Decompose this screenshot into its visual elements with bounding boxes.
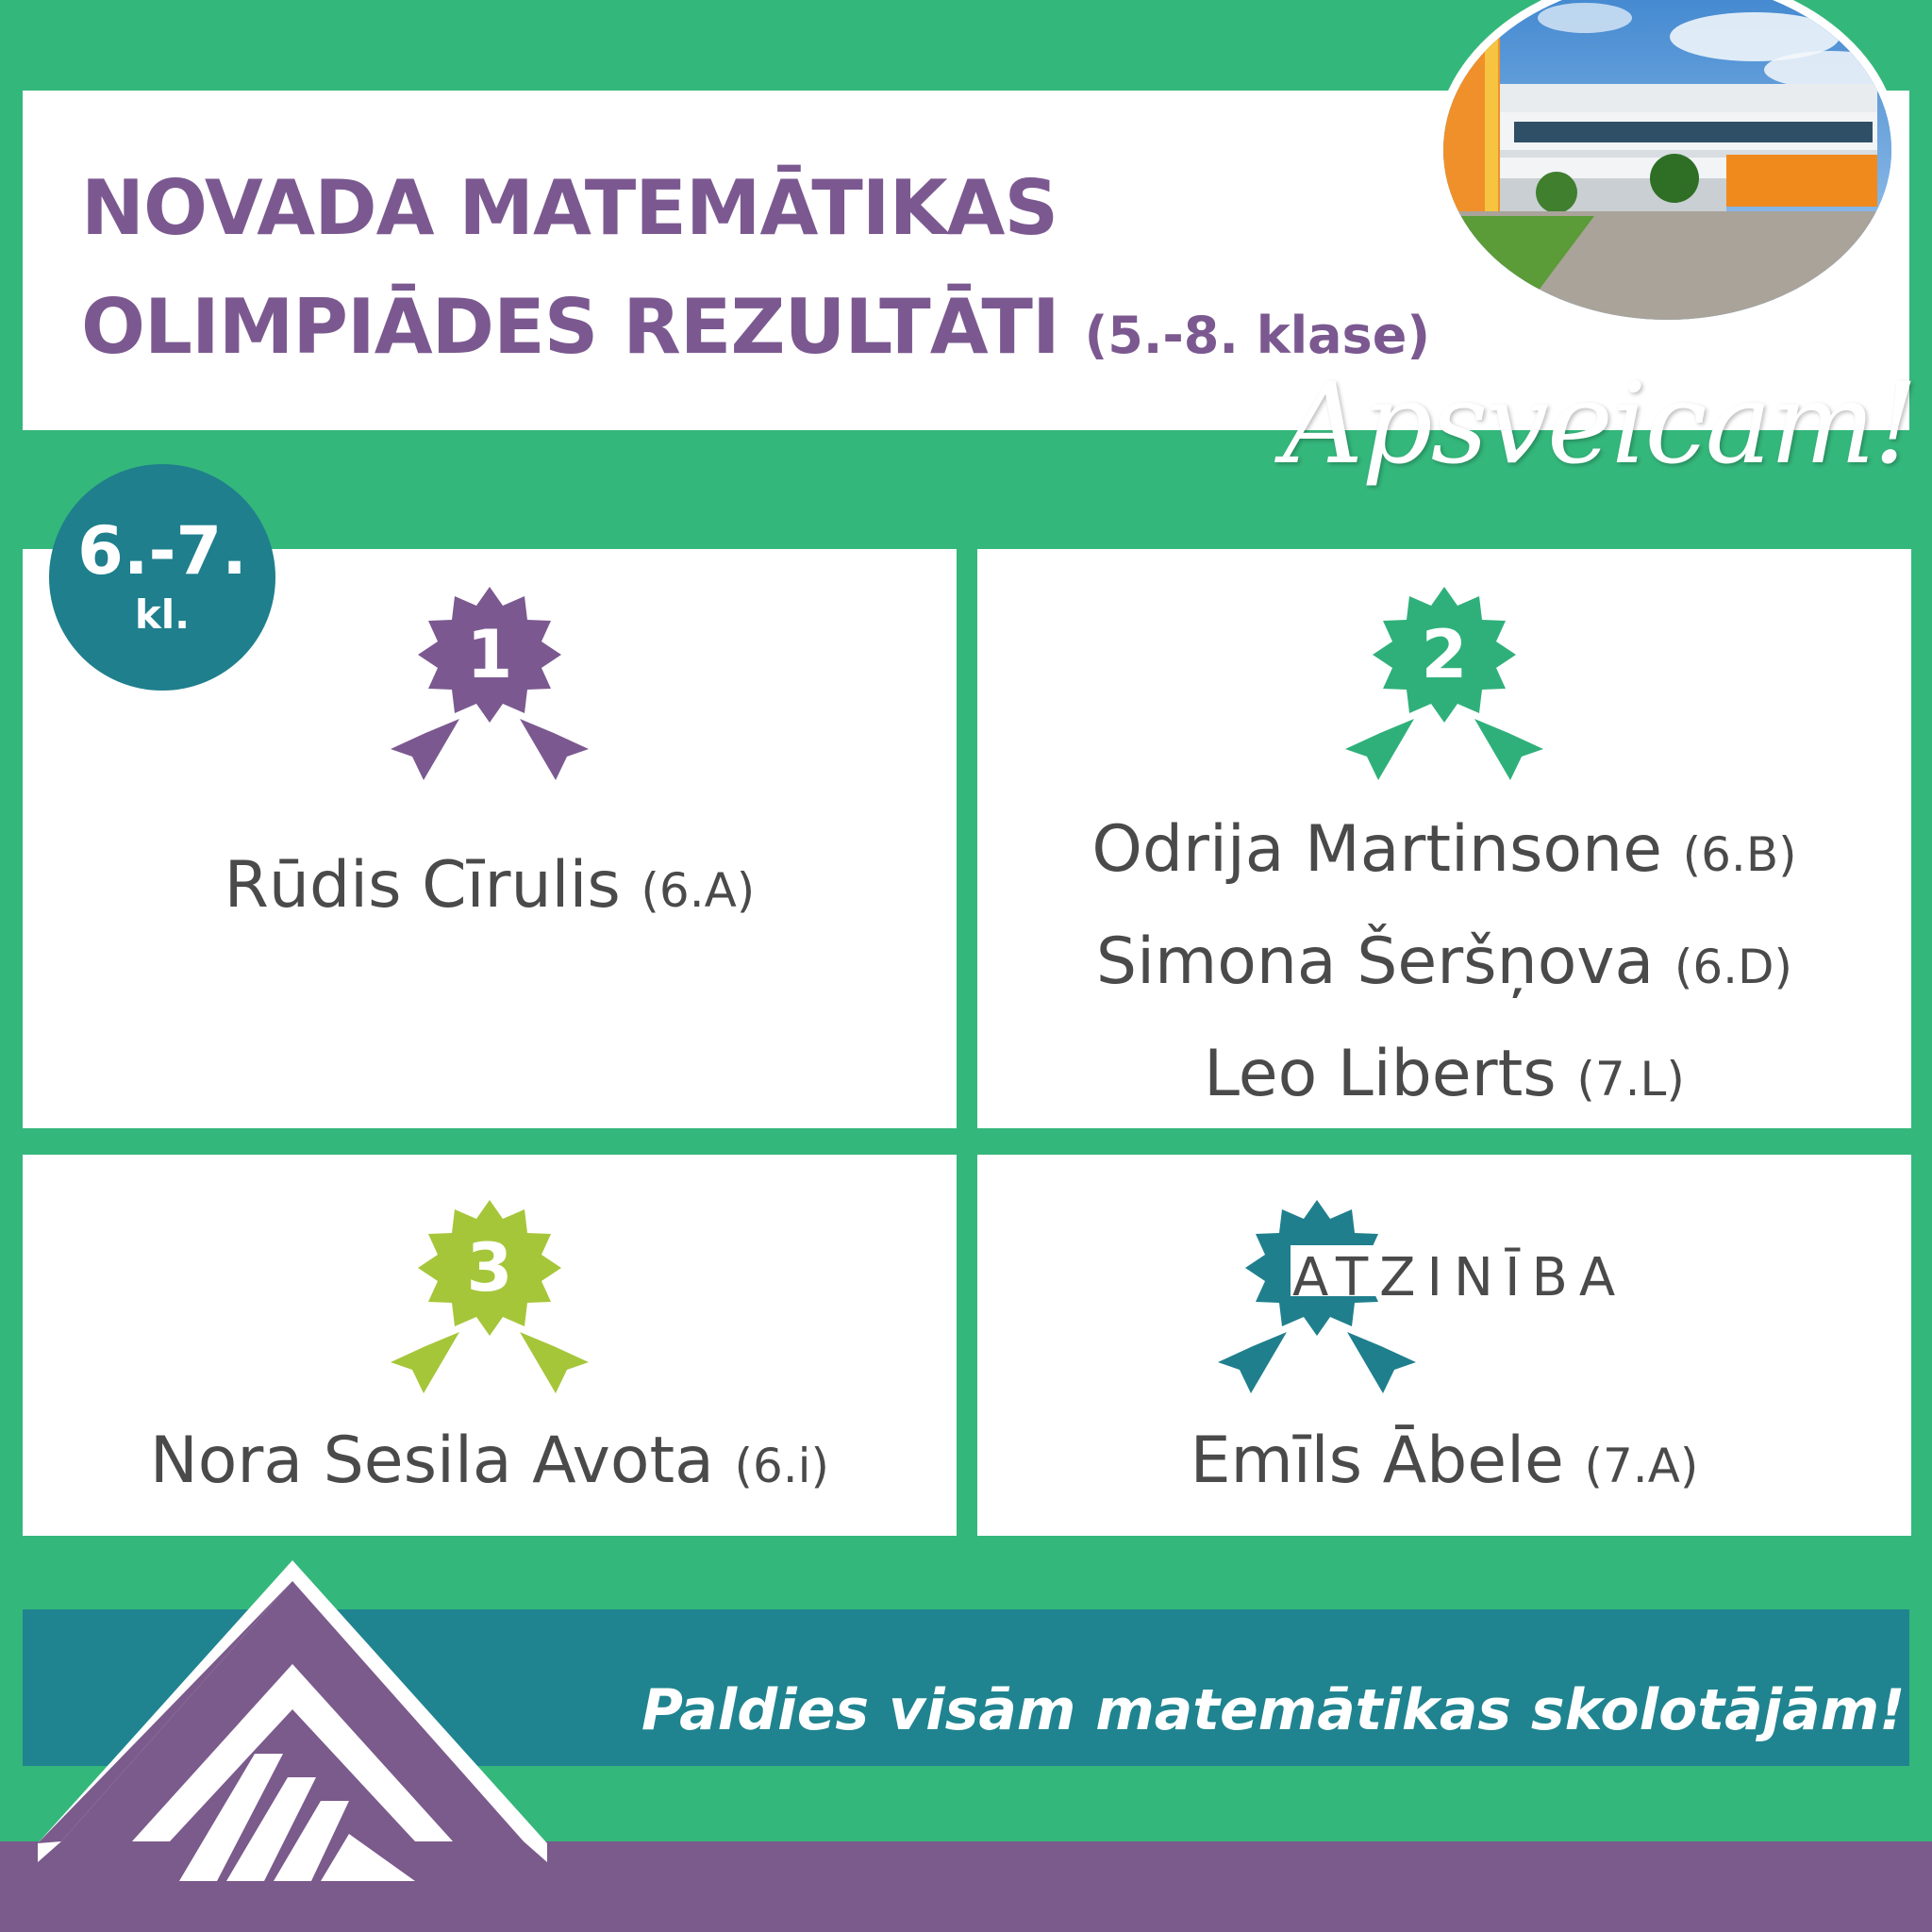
third-place-badge-number: 3 [466, 1229, 513, 1307]
winner-name: Emīls Ābele [1190, 1424, 1564, 1498]
winner-row [977, 1021, 1911, 1133]
title-line-2 [81, 268, 1430, 395]
winner-class: (6.i) [734, 1439, 830, 1493]
winner-name: Rūdis Cīrulis [224, 848, 621, 923]
school-logo-icon [38, 1560, 547, 1932]
second-place-rosette-icon [1331, 587, 1557, 794]
grade-badge-line-1: 6.-7. [77, 512, 247, 590]
second-place-panel [977, 549, 1911, 1128]
thanks-message: Paldies visām matemātikas skolotājām! [641, 1677, 1906, 1743]
winner-class: (7.A) [1584, 1439, 1699, 1493]
second-place-names [977, 796, 1911, 1133]
winner-row [23, 1407, 957, 1520]
recognition-names [977, 1407, 1911, 1520]
winner-class: (7.L) [1576, 1052, 1685, 1107]
third-place-rosette-icon [376, 1200, 603, 1407]
first-place-badge-number: 1 [466, 616, 513, 693]
winner-name: Leo Liberts [1204, 1037, 1557, 1111]
title-line-1: NOVADA MATEMĀTIKAS [81, 164, 1058, 252]
title-grades: (5.-8. klase) [1084, 306, 1430, 365]
school-building-image [1443, 0, 1891, 320]
title-line-2-text: OLIMPIĀDES REZULTĀTI [81, 283, 1059, 371]
recognition-panel [977, 1155, 1911, 1536]
grade-badge-line-2: kl. [134, 591, 191, 638]
winner-row [23, 832, 957, 944]
winner-name: Simona Šeršņova [1095, 924, 1655, 999]
second-place-badge-number: 2 [1421, 616, 1468, 693]
winner-class: (6.D) [1674, 940, 1793, 994]
first-place-rosette-icon [376, 587, 603, 794]
winner-row [977, 796, 1911, 908]
winner-row [977, 1407, 1911, 1520]
third-place-names [23, 1407, 957, 1520]
winner-row [977, 908, 1911, 1021]
third-place-panel [23, 1155, 957, 1536]
winner-name: Odrija Martinsone [1091, 812, 1662, 887]
winner-class: (6.B) [1682, 827, 1797, 882]
first-place-names [23, 832, 957, 944]
grade-badge [49, 464, 275, 691]
recognition-badge-label: ATZINĪBA [1292, 1247, 1627, 1308]
winner-class: (6.A) [641, 863, 756, 918]
winner-name: Nora Sesila Avota [149, 1424, 714, 1498]
page-title [81, 149, 1430, 395]
congrats-script-text: Apsveicam! [1283, 358, 1917, 489]
